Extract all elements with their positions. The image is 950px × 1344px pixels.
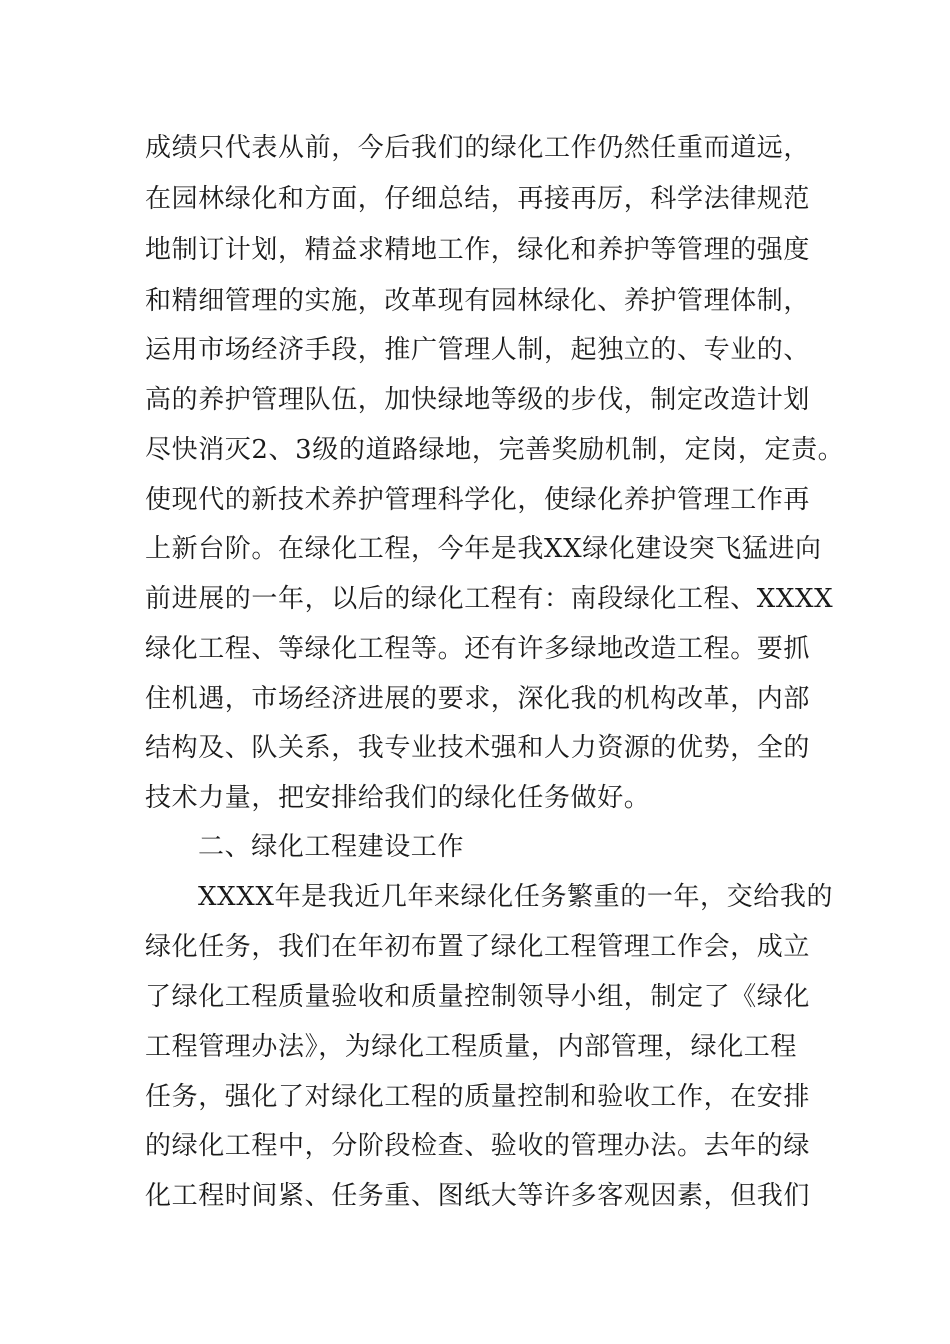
text-line: 地制订计划，精益求精地工作，绿化和养护等管理的强度 [145, 235, 811, 265]
text-line: XXXX年是我近几年来绿化任务繁重的一年，交给我的 [198, 882, 834, 912]
text-line: 上新台阶。在绿化工程，今年是我XX绿化建设突飞猛进向 [145, 534, 822, 564]
text-line: 前进展的一年，以后的绿化工程有：南段绿化工程、XXXX [145, 584, 834, 614]
text-line: 住机遇，市场经济进展的要求，深化我的机构改革，内部 [145, 684, 811, 714]
text-line: 高的养护管理队伍，加快绿地等级的步伐，制定改造计划 [145, 385, 811, 415]
text-line: 成绩只代表从前，今后我们的绿化工作仍然任重而道远， [145, 133, 811, 163]
text-line: 在园林绿化和方面，仔细总结，再接再厉，科学法律规范 [145, 184, 811, 214]
text-line: 绿化任务，我们在年初布置了绿化工程管理工作会，成立 [145, 932, 811, 962]
text-line: 和精细管理的实施，改革现有园林绿化、养护管理体制， [145, 286, 811, 316]
text-line: 化工程时间紧、任务重、图纸大等许多客观因素，但我们 [145, 1181, 811, 1211]
text-line: 使现代的新技术养护管理科学化，使绿化养护管理工作再 [145, 485, 811, 515]
text-line: 技术力量，把安排给我们的绿化任务做好。 [145, 783, 651, 813]
text-line: 绿化工程、等绿化工程等。还有许多绿地改造工程。要抓 [145, 634, 811, 664]
text-line: 了绿化工程质量验收和质量控制领导小组，制定了《绿化 [145, 982, 811, 1012]
text-line: 工程管理办法》，为绿化工程质量，内部管理，绿化工程 [145, 1032, 798, 1062]
section-heading: 二、绿化工程建设工作 [198, 832, 465, 862]
text-line: 的绿化工程中，分阶段检查、验收的管理办法。去年的绿 [145, 1131, 811, 1161]
text-line: 结构及、队关系，我专业技术强和人力资源的优势，全的 [145, 733, 811, 763]
text-line: 运用市场经济手段，推广管理人制，起独立的、专业的、 [145, 335, 811, 365]
text-line: 尽快消灭2、3级的道路绿地，完善奖励机制，定岗，定责。 [145, 435, 845, 465]
text-line: 任务，强化了对绿化工程的质量控制和验收工作，在安排 [145, 1082, 811, 1112]
